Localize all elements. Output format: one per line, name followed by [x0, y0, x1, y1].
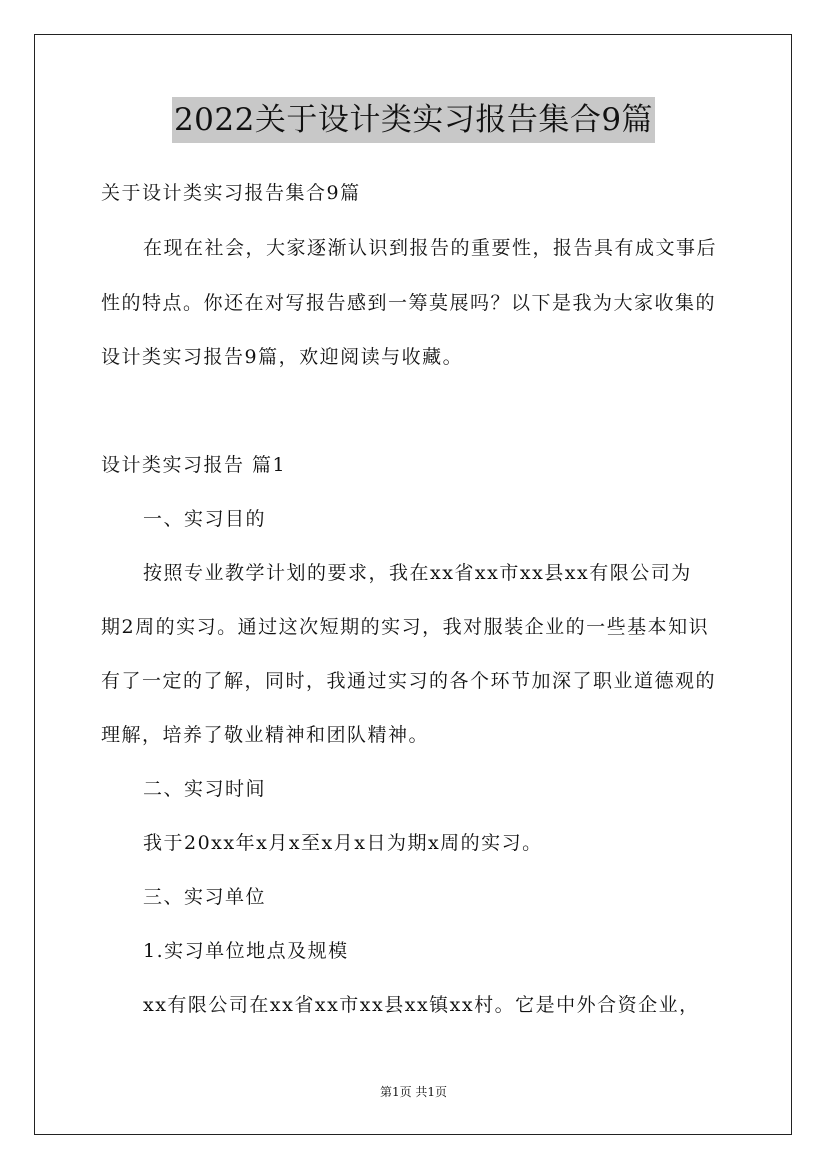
- title-block: [0, 97, 827, 143]
- page-footer: 第1页 共1页: [379, 1085, 448, 1099]
- section-heading: 设计类实习报告 篇1: [101, 454, 287, 476]
- document-title: 2022关于设计类实习报告集合9篇: [172, 97, 655, 143]
- intro-line-2: 性的特点。你还在对写报告感到一筹莫展吗？以下是我为大家收集的: [101, 292, 717, 314]
- intro-line-3: 设计类实习报告9篇，欢迎阅读与收藏。: [101, 346, 464, 368]
- intro-line-1: 在现在社会，大家逐渐认识到报告的重要性，报告具有成文事后: [143, 237, 718, 259]
- unit-body: xx有限公司在xx省xx市xx县xx镇xx村。它是中外合资企业，: [143, 994, 700, 1016]
- purpose-line-1: 按照专业教学计划的要求，我在xx省xx市xx县xx有限公司为: [143, 562, 692, 584]
- unit-sub-heading: 1.实习单位地点及规模: [143, 940, 349, 962]
- purpose-heading: 一、实习目的: [143, 508, 267, 530]
- purpose-line-3: 有了一定的了解，同时，我通过实习的各个环节加深了职业道德观的: [101, 670, 717, 692]
- time-body: 我于20xx年x月x至x月x日为期x周的实习。: [143, 832, 543, 854]
- purpose-line-4: 理解，培养了敬业精神和团队精神。: [101, 724, 430, 746]
- time-heading: 二、实习时间: [143, 778, 267, 800]
- document-subtitle: 关于设计类实习报告集合9篇: [101, 182, 361, 204]
- unit-heading: 三、实习单位: [143, 886, 267, 908]
- purpose-line-2: 期2周的实习。通过这次短期的实习，我对服装企业的一些基本知识: [101, 616, 710, 638]
